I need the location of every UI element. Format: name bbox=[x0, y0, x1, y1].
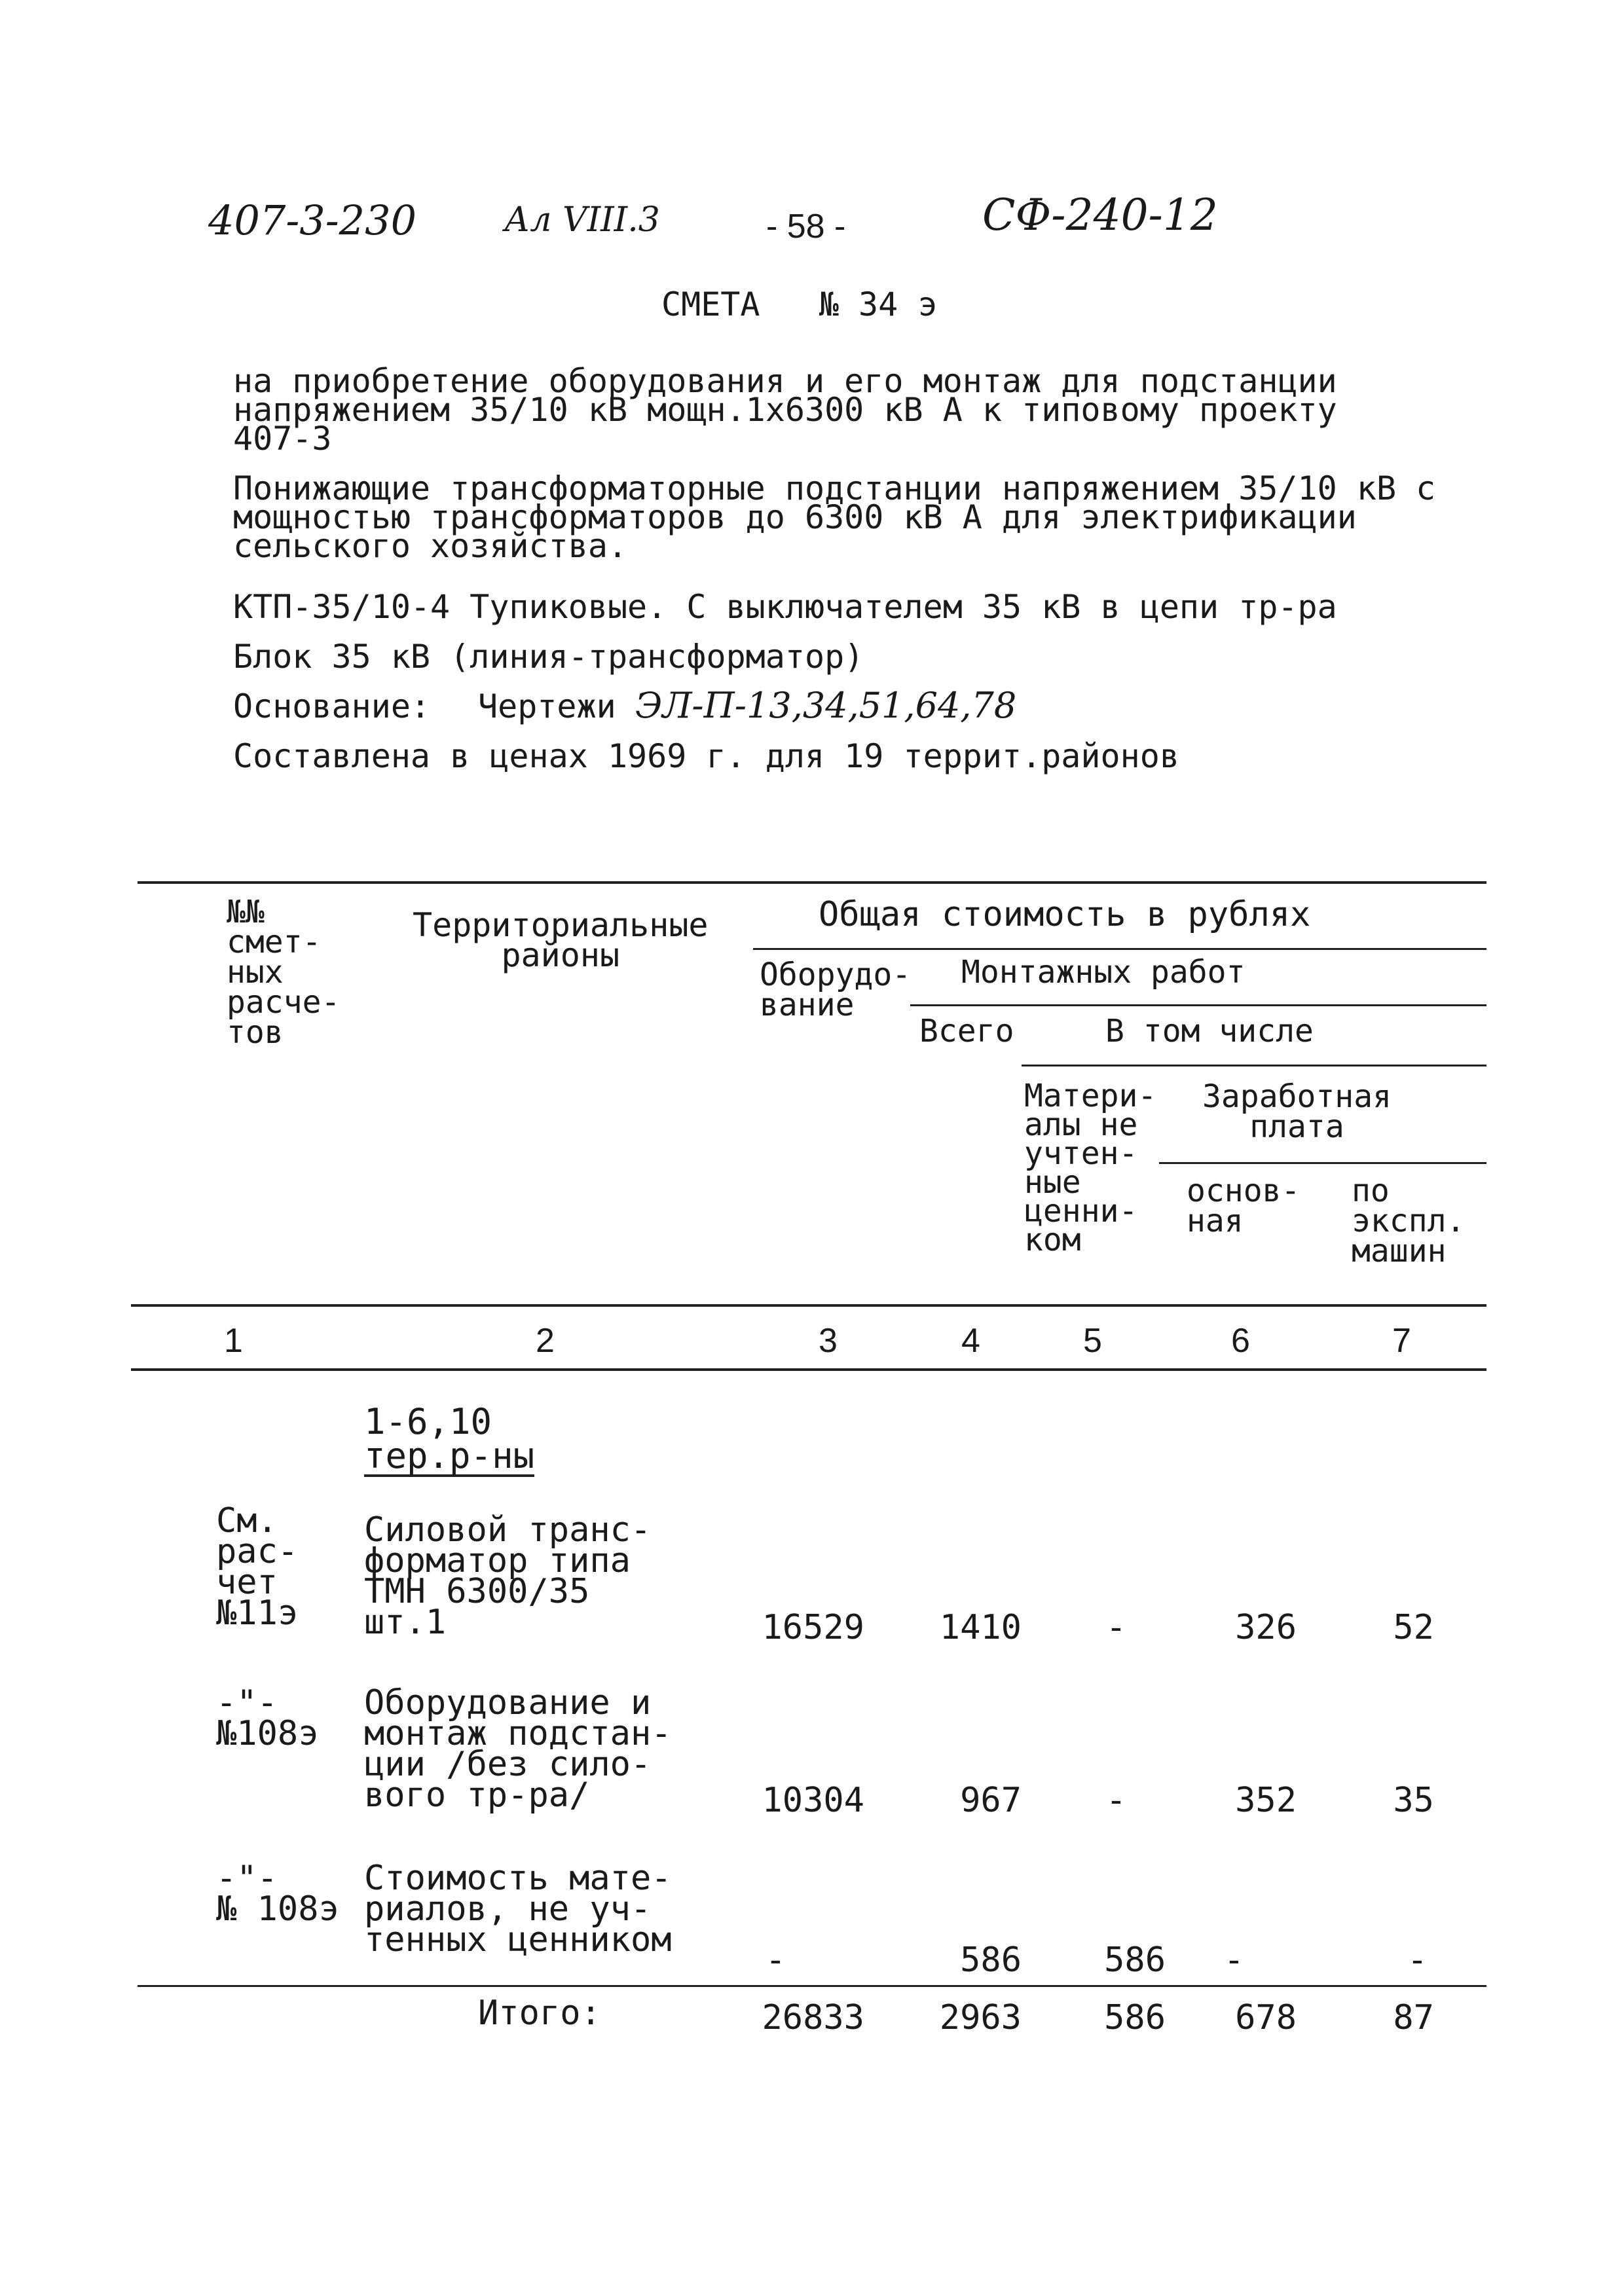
rule-under-total-cost bbox=[753, 948, 1486, 950]
row-2-name: Оборудование и монтаж подстан- ции /без сило- вого тр-ра/ bbox=[364, 1683, 672, 1815]
basis-drawings: ЭЛ-П-13,34,51,64,78 bbox=[635, 685, 1017, 726]
page-number: - 58 - bbox=[766, 208, 846, 246]
prices-line: Составлена в ценах 1969 г. для 19 террит.районов bbox=[233, 737, 1179, 775]
header-basic: основ- ная bbox=[1187, 1173, 1301, 1239]
row-1-materials: - bbox=[1105, 1608, 1126, 1647]
row-1-installation-total: 1410 bbox=[939, 1608, 1022, 1647]
total-materials: 586 bbox=[1104, 1998, 1166, 2037]
row-1-machine-wages: 52 bbox=[1393, 1608, 1434, 1647]
column-number-4: 4 bbox=[961, 1322, 980, 1360]
row-3-ref: -"- № 108э bbox=[216, 1859, 339, 1929]
intro-line-3: 407-3 bbox=[233, 420, 332, 458]
header-equipment: Оборудо- вание bbox=[760, 957, 912, 1023]
total-machine-wages: 87 bbox=[1393, 1998, 1434, 2037]
total-equipment: 26833 bbox=[762, 1998, 864, 2037]
header-total-cost: Общая стоимость в рублях bbox=[819, 895, 1311, 934]
row-2-basic-wages: 352 bbox=[1235, 1781, 1297, 1820]
description-line-2: мощностью трансформаторов до 6300 кВ А для электрификации bbox=[233, 498, 1357, 536]
row-3-basic-wages: - bbox=[1223, 1941, 1244, 1980]
column-number-3: 3 bbox=[819, 1322, 838, 1360]
header-machines: по экспл. машин bbox=[1352, 1173, 1466, 1269]
album-number: Ал VIII.3 bbox=[504, 200, 660, 240]
row-3-materials: 586 bbox=[1104, 1941, 1166, 1980]
row-1-ref: См. рас- чет №11э bbox=[216, 1501, 299, 1633]
row-1-basic-wages: 326 bbox=[1235, 1608, 1297, 1647]
type-line: КТП-35/10-4 Тупиковые. С выключателем 35 кВ в цепи тр-ра bbox=[233, 588, 1337, 626]
rule-under-installation bbox=[910, 1004, 1486, 1006]
description-line-3: сельского хозяйства. bbox=[233, 527, 628, 565]
total-rule bbox=[138, 1985, 1486, 1987]
column-number-1: 1 bbox=[224, 1322, 243, 1360]
row-2-equipment: 10304 bbox=[762, 1781, 864, 1820]
project-code: 407-3-230 bbox=[208, 196, 417, 244]
column-number-2: 2 bbox=[536, 1322, 555, 1360]
header-wages: Заработная плата bbox=[1202, 1078, 1392, 1145]
archive-stamp: СФ-240-12 bbox=[982, 190, 1218, 240]
basis-drawings-label: Чертежи bbox=[478, 687, 616, 725]
group-title: 1-6,10 тер.р-ны bbox=[364, 1401, 535, 1476]
row-1-equipment: 16529 bbox=[762, 1608, 864, 1647]
intro-line-1: на приобретение оборудования и его монтаж для подстанции bbox=[233, 362, 1337, 400]
row-3-equipment: - bbox=[765, 1941, 786, 1980]
header-territorial-districts: Территориальные районы bbox=[413, 906, 709, 974]
rule-under-including bbox=[1022, 1065, 1486, 1066]
basis-label: Основание: bbox=[233, 687, 431, 725]
column-number-7: 7 bbox=[1392, 1322, 1411, 1360]
row-3-name: Стоимость мате- риалов, не уч- тенных ценником bbox=[364, 1859, 672, 1959]
total-label: Итого: bbox=[478, 1994, 601, 2033]
header-estimate-numbers: №№ смет- ных расче- тов bbox=[227, 894, 341, 1051]
rule-under-wages bbox=[1159, 1162, 1486, 1164]
row-3-machine-wages: - bbox=[1407, 1941, 1428, 1980]
header-installation: Монтажных работ bbox=[961, 954, 1246, 991]
column-number-5: 5 bbox=[1083, 1322, 1102, 1360]
total-installation: 2963 bbox=[939, 1998, 1022, 2037]
block-line: Блок 35 кВ (линия-трансформатор) bbox=[233, 638, 864, 676]
table-top-rule bbox=[138, 881, 1486, 884]
total-basic-wages: 678 bbox=[1235, 1998, 1297, 2037]
header-all: Всего bbox=[919, 1013, 1014, 1049]
column-number-6: 6 bbox=[1231, 1322, 1250, 1360]
row-1-name: Силовой транс- форматор типа ТМН 6300/35 шт.1 bbox=[364, 1510, 652, 1642]
row-2-installation-total: 967 bbox=[960, 1781, 1022, 1820]
row-2-ref: -"- №108э bbox=[216, 1683, 319, 1753]
header-bottom-rule bbox=[131, 1304, 1486, 1307]
intro-line-2: напряжением 35/10 кВ мощн.1х6300 кВ А к типовому проекту bbox=[233, 391, 1337, 429]
row-2-materials: - bbox=[1105, 1781, 1126, 1820]
row-3-installation-total: 586 bbox=[960, 1941, 1022, 1980]
description-line-1: Понижающие трансформаторные подстанции напряжением 35/10 кВ с bbox=[233, 469, 1436, 507]
header-materials: Матери- алы не учтен- ные ценни- ком bbox=[1024, 1078, 1157, 1258]
header-including: В том числе bbox=[1105, 1013, 1314, 1049]
column-numbers-rule bbox=[131, 1368, 1486, 1371]
document-title: СМЕТА № 34 э bbox=[661, 285, 938, 323]
row-2-machine-wages: 35 bbox=[1393, 1781, 1434, 1820]
